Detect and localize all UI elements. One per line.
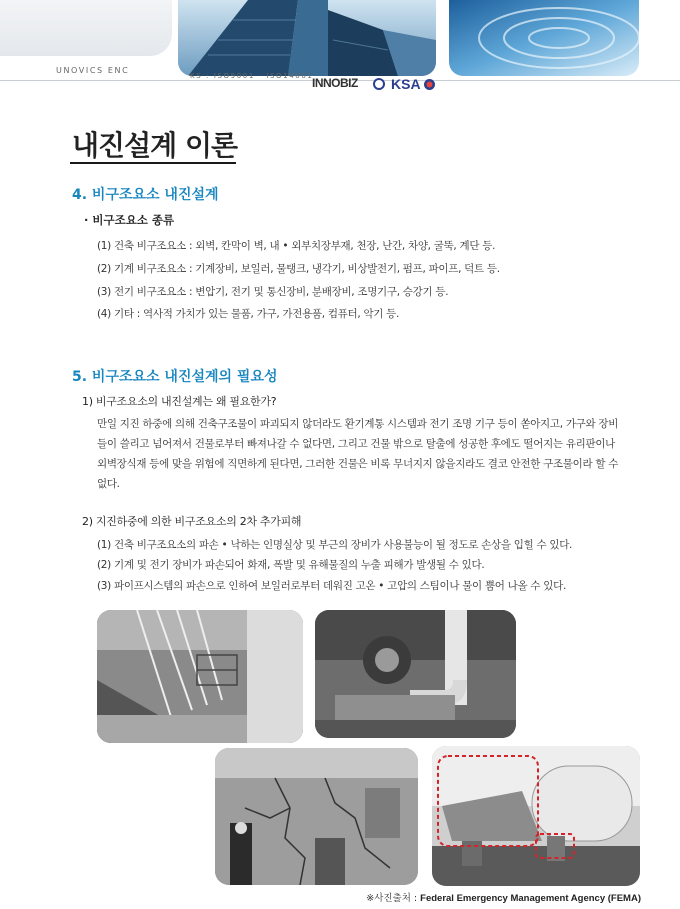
title-underline (70, 162, 236, 164)
photo-credit-source: Federal Emergency Management Agency (FEMA) (420, 893, 641, 904)
section4-subheading: · 비구조요소 종류 (84, 213, 175, 227)
damage-photo-pipe (315, 610, 516, 738)
list-item: (2) 기계 및 전기 장비가 파손되어 화재, 폭발 및 유해물질의 누출 피해가 발생될 수 있다. (97, 559, 485, 571)
section4-heading: 4. 비구조요소 내진설계 (72, 187, 219, 203)
certification-text: KS : ISO9001 · ISO14001 (190, 72, 314, 80)
photo-credit (366, 890, 641, 904)
list-item: (1) 건축 비구조요소 : 외벽, 칸막이 벽, 내 • 외부치장부재, 천장, 난간, 차양, 굴뚝, 계단 등. (97, 240, 496, 252)
paragraph-line: 없다. (97, 478, 120, 490)
paragraph-line: 만일 지진 하중에 의해 건축구조물이 파괴되지 않더라도 환기계통 시스템과 전기 조명 기구 등이 쏟아지고, 가구와 장비 (97, 418, 619, 430)
section5-heading: 5. 비구조요소 내진설계의 필요성 (72, 369, 278, 385)
paragraph-line: 외벽장식재 등에 맞을 위험에 직면하게 된다면, 그러한 건물은 비록 무너지지 않을지라도 결코 안전한 구조물이라 할 수 (97, 458, 619, 470)
header-decor-shape (0, 0, 172, 56)
header-skyscraper-photo (178, 0, 436, 76)
page-title: 내진설계 이론 (72, 129, 238, 162)
photo-credit-prefix: ※사진출처 : (366, 893, 421, 904)
innobiz-logo: INNOBIZ (312, 76, 358, 90)
company-name: UNOVICS ENC (56, 66, 130, 75)
ksa-logo: KSA (391, 76, 421, 92)
list-item: (1) 건축 비구조요소의 파손 • 낙하는 인명실상 및 부근의 장비가 사용불능이 될 정도로 손상을 입힐 수 있다. (97, 539, 573, 551)
damage-photo-tank (432, 746, 640, 886)
damage-photo-wall (215, 748, 418, 885)
header-water-photo (449, 0, 639, 76)
ks-mark-icon (373, 78, 385, 90)
ksa-emblem-icon (424, 79, 435, 90)
damage-photo-ceiling (97, 610, 303, 743)
paragraph-line: 들이 쓸리고 넘어져서 건물로부터 빠져나갈 수 없다면, 그리고 건물 밖으로 탈출에 성공한 후에도 떨어지는 유리판이나 (97, 438, 616, 450)
list-item: (3) 전기 비구조요소 : 변압기, 전기 및 통신장비, 분배장비, 조명기구, 승강기 등. (97, 286, 449, 298)
list-item: (4) 기타 : 역사적 가치가 있는 물품, 가구, 가전용품, 컴퓨터, 악기 등. (97, 308, 400, 320)
list-item: (2) 기계 비구조요소 : 기계장비, 보일러, 물탱크, 냉각기, 비상발전기, 펌프, 파이프, 덕트 등. (97, 263, 500, 275)
list-item: (3) 파이프시스템의 파손으로 인하여 보일러로부터 데워진 고온 • 고압의 스팀이나 물이 뿜어 나올 수 있다. (97, 580, 566, 592)
question-1: 1) 비구조요소의 내진설계는 왜 필요한가? (82, 395, 277, 408)
question-2: 2) 지진하중에 의한 비구조요소의 2차 추가피해 (82, 515, 302, 528)
